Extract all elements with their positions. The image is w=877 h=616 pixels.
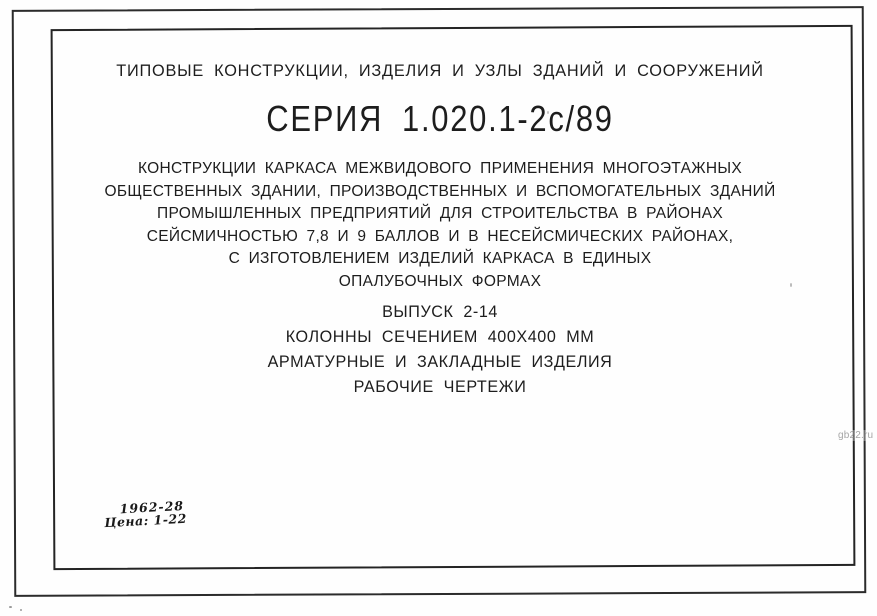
issue-number-line: ВЫПУСК 2-14 [382, 302, 498, 321]
description-line: ПРОМЫШЛЕННЫХ ПРЕДПРИЯТИЙ ДЛЯ СТРОИТЕЛЬСТВА В РАЙОНАХ [157, 205, 723, 222]
price-stamp [103, 499, 187, 529]
description-block [60, 158, 820, 293]
scan-speck [547, 111, 549, 114]
document-category-line: ТИПОВЫЕ КОНСТРУКЦИИ, ИЗДЕЛИЯ И УЗЛЫ ЗДАНИЙ И СООРУЖЕНИЙ [116, 61, 764, 80]
description-line: С ИЗГОТОВЛЕНИЕМ ИЗДЕЛИЙ КАРКАСА В ЕДИНЫХ [228, 250, 652, 267]
scan-speck [790, 283, 792, 287]
series-title: СЕРИЯ 1.020.1-2с/89 [266, 98, 614, 139]
description-line: СЕЙСМИЧНОСТЬЮ 7,8 И 9 БАЛЛОВ И В НЕСЕЙСМИЧЕСКИХ РАЙОНАХ, [146, 227, 734, 245]
issue-subject-line: КОЛОННЫ СЕЧЕНИЕМ 400Х400 ММ [285, 327, 595, 346]
drawings-type-line: РАБОЧИЕ ЧЕРТЕЖИ [353, 377, 527, 396]
description-line: КОНСТРУКЦИИ КАРКАСА МЕЖВИДОВОГО ПРИМЕНЕНИЯ МНОГОЭТАЖНЫХ [137, 160, 743, 177]
scan-speck [9, 606, 12, 608]
issue-block [60, 299, 820, 399]
scan-speck [20, 609, 22, 611]
description-line: ОПАЛУБОЧНЫХ ФОРМАХ [338, 272, 542, 290]
description-line: ОБЩЕСТВЕННЫХ ЗДАНИИ, ПРОИЗВОДСТВЕННЫХ И ВСПОМОГАТЕЛЬНЫХ ЗДАНИЙ [104, 182, 776, 200]
issue-subject-line: АРМАТУРНЫЕ И ЗАКЛАДНЫЕ ИЗДЕЛИЯ [267, 352, 613, 371]
stamp-code: 1962-28 [119, 497, 185, 517]
watermark-text: gb22.ru [838, 430, 874, 441]
stamp-price: Цена: 1-22 [104, 510, 188, 531]
